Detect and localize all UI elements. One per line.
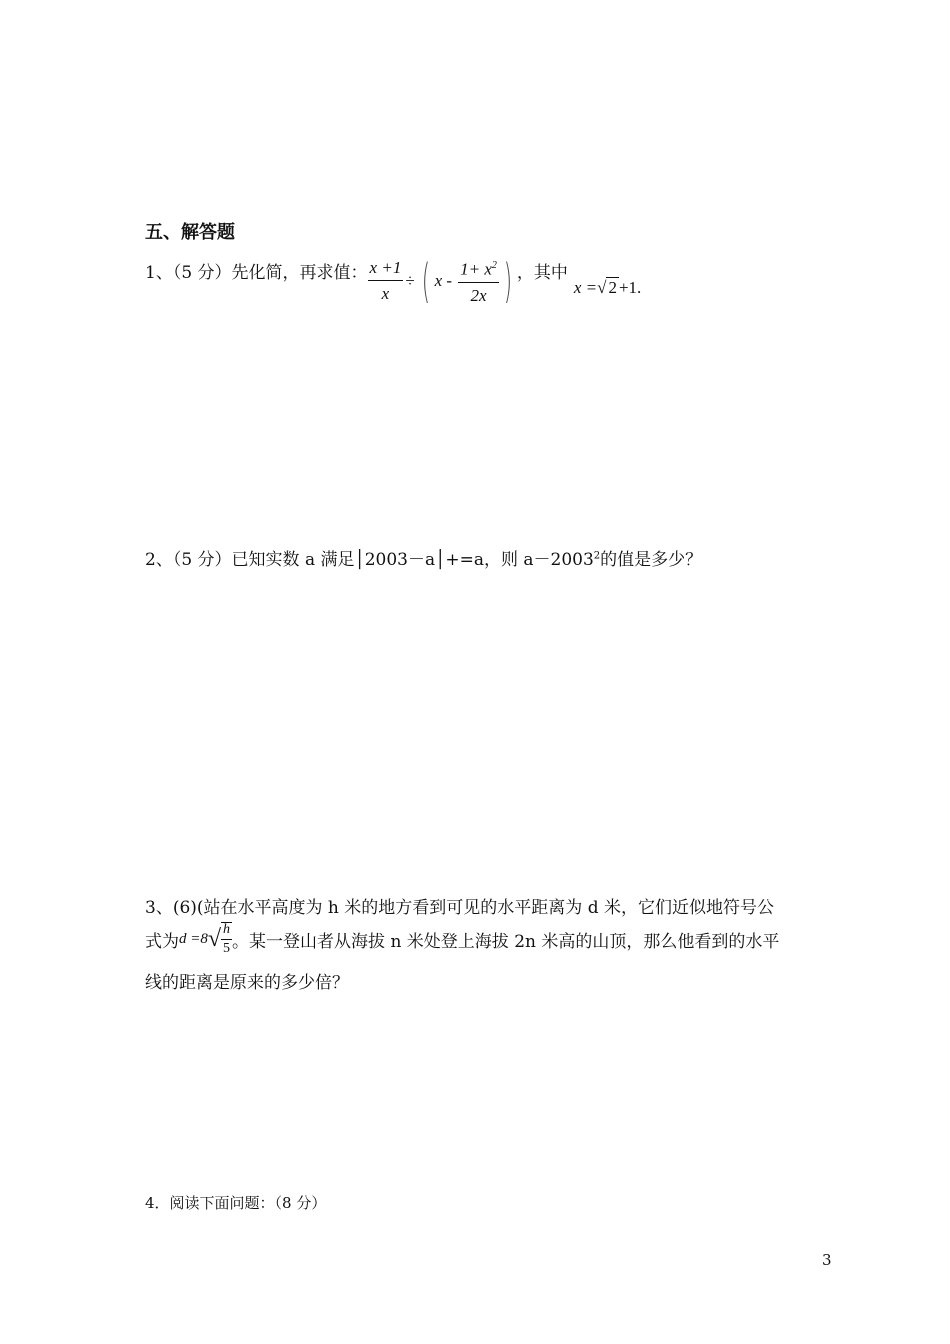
fraction-2 (458, 257, 499, 305)
question-3-line-2: 式为 d =8 √ $\frac{h}{5}$ 。某一登山者从海拔 n 米处登上海拔 2n 米高的山顶，那么他看到的水平 (145, 922, 780, 956)
section-title: 五、解答题 (145, 222, 235, 243)
inner-x: x - (434, 271, 453, 290)
divide-sign: ÷ (405, 271, 415, 290)
question-1-middle: ，其中 (516, 263, 568, 283)
right-paren: ) (503, 254, 512, 308)
question-2: 2、（5 分）已知实数 a 满足│2003－a│+=a，则 $a-2003^2$的值是多少？ (145, 550, 703, 570)
fraction-1-denominator: x (381, 284, 390, 303)
question-4: 4．阅读下面问题：（8 分） (145, 1194, 327, 1212)
formula-denominator: 5 (223, 941, 231, 956)
condition: x =√ 2 +1. (573, 278, 642, 297)
formula-numerator: h (221, 923, 232, 940)
question-1-prefix: 1、（5 分）先化简，再求值： (145, 263, 368, 283)
fraction-2-denominator: 2x (470, 285, 487, 305)
question-3-line-3: 线的距离是原来的多少倍？ (145, 973, 349, 993)
formula-fraction (221, 922, 232, 956)
question-3-line-1: 3、(6)(站在水平高度为 h 米的地方看到可见的水平距离为 d 米，它们近似地符号公 (145, 898, 774, 918)
left-paren: ( (421, 254, 430, 308)
fraction-1 (368, 259, 404, 303)
formula-lhs: d =8 (179, 930, 208, 947)
fraction-1-numerator: x +1 (368, 259, 404, 281)
question-1 (145, 254, 641, 308)
fraction-2-numerator: $1+ x^2$ (458, 257, 499, 283)
page-number: 3 (822, 1251, 832, 1269)
